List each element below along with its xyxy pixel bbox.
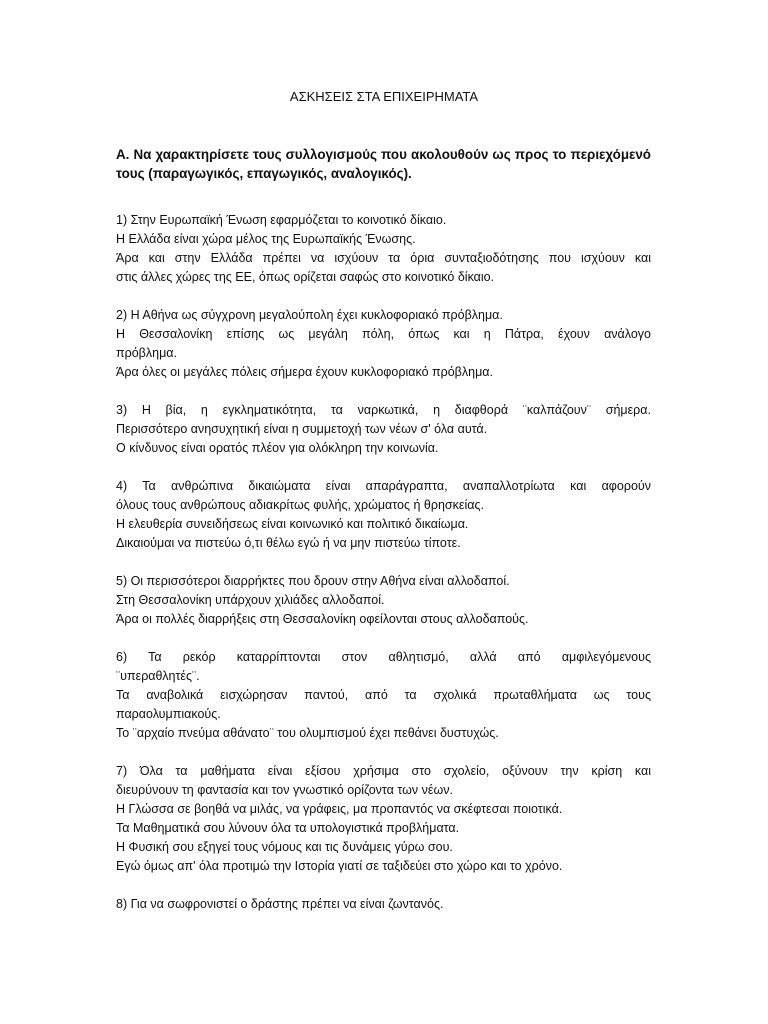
exercise-line: διευρύνουν τη φαντασία και τον γνωστικό ορίζοντα των νέων. <box>116 783 453 797</box>
exercise-line: Τα Μαθηματικά σου λύνουν όλα τα υπολογιστικά προβλήματα. <box>116 821 460 835</box>
exercise-line: Το ¨αρχαίο πνεύμα αθάνατο¨ του ολυμπισμού έχει πεθάνει δυστυχώς. <box>116 726 499 740</box>
exercise-item <box>116 762 651 876</box>
exercise-line: Η Θεσσαλονίκη επίσης ως μεγάλη πόλη, όπως και η Πάτρα, έχουν ανάλογο <box>116 327 651 341</box>
exercise-line: 7) Όλα τα μαθήματα είναι εξίσου χρήσιμα στο σχολείο, οξύνουν την κρίση και <box>116 764 651 778</box>
exercise-item <box>116 401 651 458</box>
exercise-line: 8) Για να σωφρονιστεί ο δράστης πρέπει να είναι ζωντανός. <box>116 897 444 911</box>
exercise-item <box>116 211 651 287</box>
exercise-line: Άρα οι πολλές διαρρήξεις στη Θεσσαλονίκη οφείλονται στους αλλοδαπούς. <box>116 612 529 626</box>
exercise-line: Άρα όλες οι μεγάλες πόλεις σήμερα έχουν κυκλοφοριακό πρόβλημα. <box>116 365 493 379</box>
exercises-list <box>116 211 651 933</box>
exercise-line: 2) Η Αθήνα ως σύγχρονη μεγαλούπολη έχει κυκλοφοριακό πρόβλημα. <box>116 308 503 322</box>
exercise-line: ¨υπεραθλητές¨. <box>116 669 200 683</box>
instruction-paragraph: Α. Να χαρακτηρίσετε τους συλλογισμούς που ακολουθούν ως προς το περιεχόμενό τους (παραγωγικός, επαγωγικός, αναλογικός). <box>116 147 651 181</box>
exercise-item <box>116 648 651 743</box>
exercise-line: παραολυμπιακούς. <box>116 707 221 721</box>
exercise-line: Δικαιούμαι να πιστεύω ό,τι θέλω εγώ ή να μην πιστεύω τίποτε. <box>116 536 461 550</box>
exercise-line: Περισσότερο ανησυχητική είναι η συμμετοχή των νέων σ' όλα αυτά. <box>116 422 488 436</box>
exercise-line: 5) Οι περισσότεροι διαρρήκτες που δρουν στην Αθήνα είναι αλλοδαποί. <box>116 574 510 588</box>
exercise-line: 6) Τα ρεκόρ καταρρίπτονται στον αθλητισμό, αλλά από αμφιλεγόμενους <box>116 650 651 664</box>
exercise-item <box>116 572 651 629</box>
exercise-line: Η Γλώσσα σε βοηθά να μιλάς, να γράφεις, μα προπαντός να σκέφτεσαι ποιοτικά. <box>116 802 563 816</box>
document-title: ΑΣΚΗΣΕΙΣ ΣΤΑ ΕΠΙΧΕΙΡΗΜΑΤΑ <box>289 89 479 104</box>
exercise-line: 4) Τα ανθρώπινα δικαιώματα είναι απαράγραπτα, αναπαλλοτρίωτα και αφορούν <box>116 479 651 493</box>
exercise-item <box>116 477 651 553</box>
exercise-item <box>116 306 651 382</box>
exercise-line: στις άλλες χώρες της ΕΕ, όπως ορίζεται σαφώς στο κοινοτικό δίκαιο. <box>116 270 495 284</box>
exercise-line: 1) Στην Ευρωπαϊκή Ένωση εφαρμόζεται το κοινοτικό δίκαιο. <box>116 213 447 227</box>
exercise-line: όλους τους ανθρώπους αδιακρίτως φυλής, χρώματος ή θρησκείας. <box>116 498 484 512</box>
exercise-line: Η Ελλάδα είναι χώρα μέλος της Ευρωπαϊκής Ένωσης. <box>116 232 416 246</box>
exercise-line: Εγώ όμως απ' όλα προτιμώ την Ιστορία γιατί σε ταξιδεύει στο χώρο και το χρόνο. <box>116 859 563 873</box>
exercise-item <box>116 895 651 914</box>
exercise-line: Η Φυσική σου εξηγεί τους νόμους και τις δυνάμεις γύρω σου. <box>116 840 453 854</box>
exercise-line: πρόβλημα. <box>116 346 177 360</box>
exercise-line: Η ελευθερία συνειδήσεως είναι κοινωνικό και πολιτικό δικαίωμα. <box>116 517 469 531</box>
exercise-line: 3) Η βία, η εγκληματικότητα, τα ναρκωτικά, η διαφθορά ¨καλπάζουν¨ σήμερα. <box>116 403 651 417</box>
exercise-line: Τα αναβολικά εισχώρησαν παντού, από τα σχολικά πρωταθλήματα ως τους <box>116 688 651 702</box>
exercise-line: Στη Θεσσαλονίκη υπάρχουν χιλιάδες αλλοδαποί. <box>116 593 385 607</box>
exercise-line: Ο κίνδυνος είναι ορατός πλέον για ολόκληρη την κοινωνία. <box>116 441 439 455</box>
exercise-line: Άρα και στην Ελλάδα πρέπει να ισχύουν τα όρια συνταξιοδότησης που ισχύουν και <box>116 251 651 265</box>
